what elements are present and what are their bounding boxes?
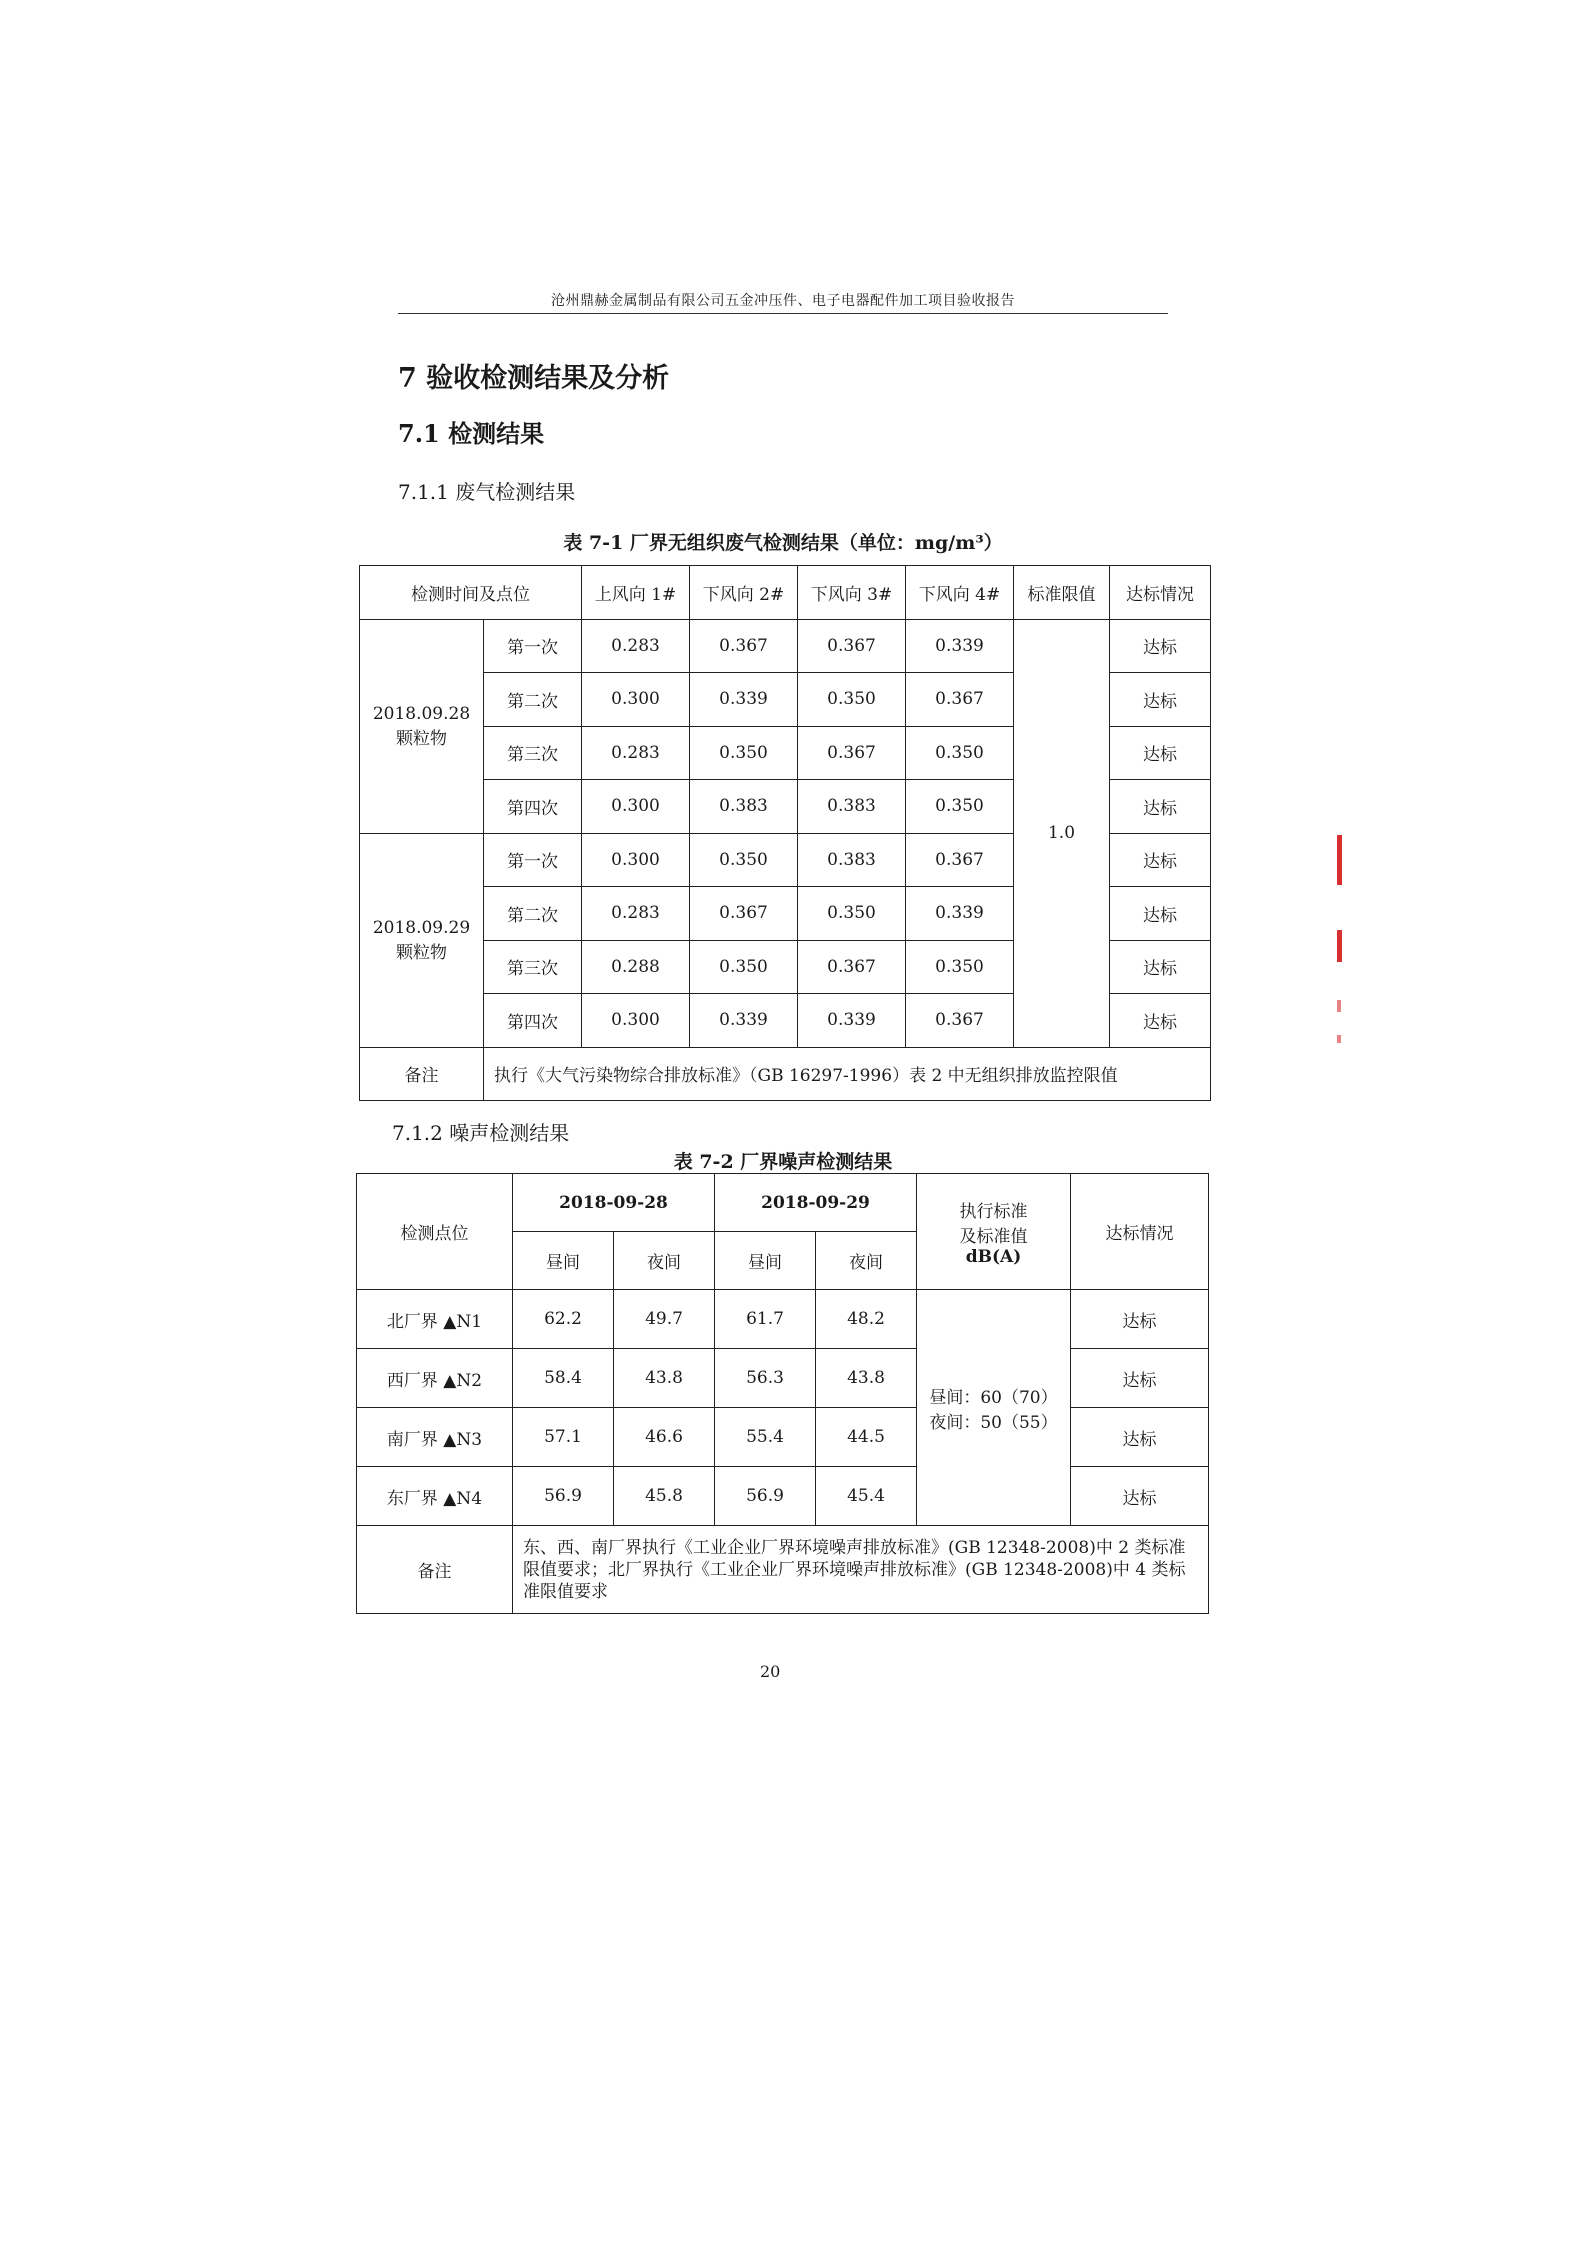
value-cell: 0.367 bbox=[906, 994, 1014, 1048]
value-cell: 0.383 bbox=[798, 833, 906, 887]
value-cell: 57.1 bbox=[513, 1408, 614, 1467]
value-cell: 56.3 bbox=[715, 1349, 816, 1408]
value-cell: 0.339 bbox=[690, 994, 798, 1048]
status-cell: 达标 bbox=[1110, 940, 1211, 994]
value-cell: 0.339 bbox=[690, 673, 798, 727]
value-cell: 0.300 bbox=[582, 673, 690, 727]
status-cell: 达标 bbox=[1110, 673, 1211, 727]
scan-artifact bbox=[1337, 930, 1342, 962]
value-cell: 0.283 bbox=[582, 619, 690, 673]
value-cell: 0.339 bbox=[906, 619, 1014, 673]
value-cell: 0.367 bbox=[906, 833, 1014, 887]
section-7-1-2-heading: 7.1.2 噪声检测结果 bbox=[392, 1121, 570, 1145]
value-cell: 0.283 bbox=[582, 726, 690, 780]
value-cell: 58.4 bbox=[513, 1349, 614, 1408]
round-cell: 第三次 bbox=[484, 726, 582, 780]
header-cell: 下风向 2# bbox=[690, 566, 798, 620]
value-cell: 56.9 bbox=[513, 1467, 614, 1526]
running-header: 沧州鼎赫金属制品有限公司五金冲压件、电子电器配件加工项目验收报告 bbox=[398, 290, 1168, 314]
value-cell: 0.367 bbox=[798, 619, 906, 673]
value-cell: 0.350 bbox=[798, 887, 906, 941]
waste-gas-table bbox=[359, 565, 1211, 1101]
status-cell: 达标 bbox=[1110, 780, 1211, 834]
value-cell: 44.5 bbox=[816, 1408, 917, 1467]
day-header: 昼间 bbox=[513, 1232, 614, 1290]
value-cell: 0.300 bbox=[582, 833, 690, 887]
item-text: 颗粒物 bbox=[396, 728, 447, 749]
point-cell: 南厂界 ▲N3 bbox=[357, 1408, 513, 1467]
round-cell: 第二次 bbox=[484, 673, 582, 727]
section-7-1-heading: 7.1 检测结果 bbox=[398, 419, 545, 448]
note-label: 备注 bbox=[360, 1047, 484, 1101]
status-cell: 达标 bbox=[1071, 1467, 1209, 1526]
value-cell: 56.9 bbox=[715, 1467, 816, 1526]
value-cell: 0.350 bbox=[690, 940, 798, 994]
value-cell: 49.7 bbox=[614, 1290, 715, 1349]
standard-day: 昼间：60（70） bbox=[929, 1387, 1058, 1408]
value-cell: 0.367 bbox=[798, 940, 906, 994]
value-cell: 0.350 bbox=[798, 673, 906, 727]
note-text: 东、西、南厂界执行《工业企业厂界环境噪声排放标准》(GB 12348-2008)中 2 类标准限值要求；北厂界执行《工业企业厂界环境噪声排放标准》(GB 12348-2008)中 4 类标准限值要求 bbox=[513, 1526, 1209, 1614]
value-cell: 62.2 bbox=[513, 1290, 614, 1349]
round-cell: 第二次 bbox=[484, 887, 582, 941]
status-cell: 达标 bbox=[1110, 833, 1211, 887]
value-cell: 0.367 bbox=[906, 673, 1014, 727]
header-cell: 标准限值 bbox=[1014, 566, 1110, 620]
standard-cell bbox=[917, 1290, 1071, 1526]
date-cell bbox=[360, 619, 484, 833]
value-cell: 0.300 bbox=[582, 780, 690, 834]
table-row bbox=[357, 1467, 1209, 1526]
limit-cell: 1.0 bbox=[1014, 619, 1110, 1047]
header-cell: 上风向 1# bbox=[582, 566, 690, 620]
header-cell: 达标情况 bbox=[1110, 566, 1211, 620]
value-cell: 0.300 bbox=[582, 994, 690, 1048]
status-header: 达标情况 bbox=[1071, 1174, 1209, 1290]
date1-header: 2018-09-28 bbox=[513, 1174, 715, 1232]
round-cell: 第四次 bbox=[484, 994, 582, 1048]
value-cell: 0.283 bbox=[582, 887, 690, 941]
header-cell: 下风向 4# bbox=[906, 566, 1014, 620]
value-cell: 0.288 bbox=[582, 940, 690, 994]
value-cell: 0.350 bbox=[906, 780, 1014, 834]
section-7-heading: 7 验收检测结果及分析 bbox=[398, 363, 670, 394]
status-cell: 达标 bbox=[1071, 1408, 1209, 1467]
value-cell: 61.7 bbox=[715, 1290, 816, 1349]
table-7-2-caption: 表 7-2 厂界噪声检测结果 bbox=[673, 1151, 893, 1173]
header-cell: 检测时间及点位 bbox=[360, 566, 582, 620]
scan-artifact bbox=[1337, 1035, 1341, 1043]
day-header: 昼间 bbox=[715, 1232, 816, 1290]
value-cell: 43.8 bbox=[614, 1349, 715, 1408]
standard-header-line: 及标准值 bbox=[959, 1226, 1028, 1247]
point-cell: 东厂界 ▲N4 bbox=[357, 1467, 513, 1526]
value-cell: 46.6 bbox=[614, 1408, 715, 1467]
round-cell: 第一次 bbox=[484, 619, 582, 673]
value-cell: 0.367 bbox=[690, 619, 798, 673]
value-cell: 48.2 bbox=[816, 1290, 917, 1349]
value-cell: 45.4 bbox=[816, 1467, 917, 1526]
standard-night: 夜间：50（55） bbox=[929, 1412, 1058, 1433]
date-text: 2018.09.29 bbox=[372, 917, 471, 938]
noise-table bbox=[356, 1173, 1209, 1614]
value-cell: 0.350 bbox=[906, 940, 1014, 994]
header-cell: 下风向 3# bbox=[798, 566, 906, 620]
page-number: 20 bbox=[760, 1662, 781, 1681]
point-header: 检测点位 bbox=[357, 1174, 513, 1290]
status-cell: 达标 bbox=[1110, 619, 1211, 673]
round-cell: 第四次 bbox=[484, 780, 582, 834]
round-cell: 第一次 bbox=[484, 833, 582, 887]
value-cell: 43.8 bbox=[816, 1349, 917, 1408]
value-cell: 0.367 bbox=[798, 726, 906, 780]
status-cell: 达标 bbox=[1071, 1290, 1209, 1349]
value-cell: 45.8 bbox=[614, 1467, 715, 1526]
value-cell: 0.383 bbox=[798, 780, 906, 834]
value-cell: 0.350 bbox=[906, 726, 1014, 780]
value-cell: 0.350 bbox=[690, 833, 798, 887]
value-cell: 0.339 bbox=[906, 887, 1014, 941]
note-label: 备注 bbox=[357, 1526, 513, 1614]
point-cell: 北厂界 ▲N1 bbox=[357, 1290, 513, 1349]
table-row bbox=[357, 1349, 1209, 1408]
status-cell: 达标 bbox=[1110, 887, 1211, 941]
round-cell: 第三次 bbox=[484, 940, 582, 994]
status-cell: 达标 bbox=[1071, 1349, 1209, 1408]
note-text: 执行《大气污染物综合排放标准》（GB 16297-1996）表 2 中无组织排放监控限值 bbox=[484, 1047, 1211, 1101]
item-text: 颗粒物 bbox=[396, 942, 447, 963]
value-cell: 0.339 bbox=[798, 994, 906, 1048]
status-cell: 达标 bbox=[1110, 726, 1211, 780]
value-cell: 0.383 bbox=[690, 780, 798, 834]
date2-header: 2018-09-29 bbox=[715, 1174, 917, 1232]
night-header: 夜间 bbox=[614, 1232, 715, 1290]
table-7-1-caption: 表 7-1 厂界无组织废气检测结果（单位：mg/m³） bbox=[563, 532, 1003, 554]
table-row bbox=[357, 1408, 1209, 1467]
date-text: 2018.09.28 bbox=[372, 703, 471, 724]
standard-header-unit: dB(A) bbox=[965, 1246, 1022, 1267]
date-cell bbox=[360, 833, 484, 1047]
value-cell: 55.4 bbox=[715, 1408, 816, 1467]
table-row bbox=[357, 1290, 1209, 1349]
value-cell: 0.367 bbox=[690, 887, 798, 941]
value-cell: 0.350 bbox=[690, 726, 798, 780]
standard-header bbox=[917, 1174, 1071, 1290]
night-header: 夜间 bbox=[816, 1232, 917, 1290]
status-cell: 达标 bbox=[1110, 994, 1211, 1048]
scan-artifact bbox=[1337, 1000, 1341, 1012]
table-row bbox=[360, 619, 1211, 673]
standard-header-line: 执行标准 bbox=[959, 1201, 1028, 1222]
scan-artifact bbox=[1337, 835, 1342, 885]
point-cell: 西厂界 ▲N2 bbox=[357, 1349, 513, 1408]
section-7-1-1-heading: 7.1.1 废气检测结果 bbox=[398, 480, 576, 504]
